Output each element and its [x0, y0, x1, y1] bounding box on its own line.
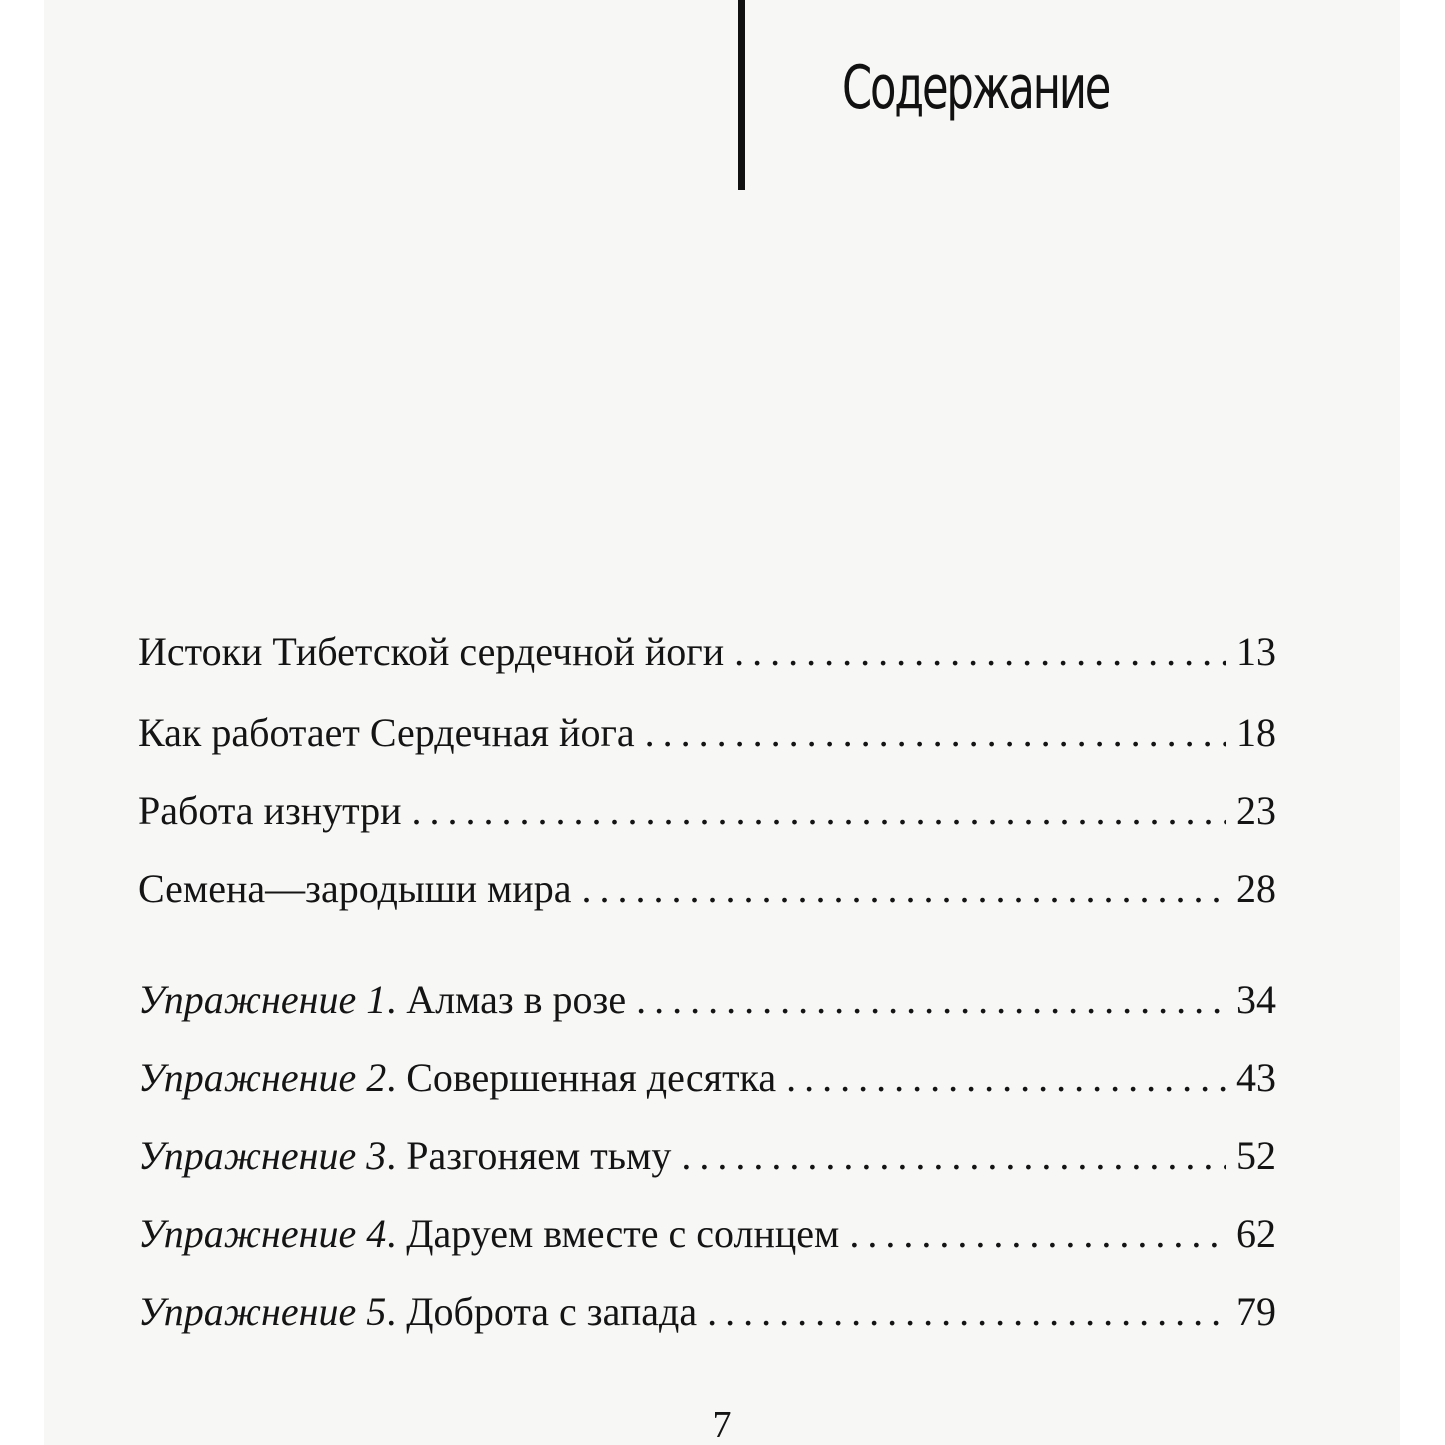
toc-entry-title: Семена—зародыши мира — [138, 866, 572, 911]
book-page — [44, 0, 1400, 1445]
dot-leader — [681, 1128, 1226, 1184]
toc-entry-9[interactable] — [138, 1284, 1276, 1340]
toc-entry-5[interactable] — [138, 972, 1276, 1028]
toc-entry-title: Работа изнутри — [138, 788, 402, 833]
toc-entry-page: 13 — [1236, 629, 1276, 674]
toc-entry-title: Разгоняем тьму — [406, 1133, 672, 1178]
table-of-contents — [44, 0, 1400, 1445]
toc-entry-8[interactable] — [138, 1206, 1276, 1262]
toc-entry-page: 43 — [1236, 1055, 1276, 1100]
toc-entry-title: Истоки Тибетской сердечной йоги — [138, 629, 725, 674]
toc-entry-7[interactable] — [138, 1128, 1276, 1184]
toc-entry-label: Упражнение 3 — [138, 1133, 387, 1178]
dot-leader — [412, 783, 1226, 839]
label-separator: . — [386, 1211, 407, 1256]
dot-leader — [636, 972, 1226, 1028]
label-separator: . — [386, 1133, 407, 1178]
dot-leader — [707, 1284, 1226, 1340]
toc-entry-page: 28 — [1236, 866, 1276, 911]
toc-entry-4[interactable] — [138, 861, 1276, 917]
dot-leader — [734, 624, 1226, 680]
toc-entry-label: Упражнение 5 — [138, 1289, 387, 1334]
toc-entry-title: Даруем вместе с солнцем — [406, 1211, 840, 1256]
dot-leader — [786, 1050, 1226, 1106]
toc-entry-page: 62 — [1236, 1211, 1276, 1256]
dot-leader — [645, 705, 1226, 761]
toc-entry-3[interactable] — [138, 783, 1276, 839]
toc-entry-6[interactable] — [138, 1050, 1276, 1106]
toc-entry-label: Упражнение 2 — [138, 1055, 387, 1100]
toc-entry-1[interactable] — [138, 624, 1276, 680]
dot-leader — [581, 861, 1226, 917]
toc-entry-2[interactable] — [138, 705, 1276, 761]
toc-entry-page: 18 — [1236, 710, 1276, 755]
contents-heading: Содержание — [842, 53, 1110, 123]
toc-entry-title: Алмаз в розе — [406, 977, 627, 1022]
toc-entry-page: 79 — [1236, 1289, 1276, 1334]
toc-entry-page: 23 — [1236, 788, 1276, 833]
label-separator: . — [386, 1055, 407, 1100]
toc-entry-label: Упражнение 4 — [138, 1211, 387, 1256]
toc-entry-title: Как работает Сердечная йога — [138, 710, 635, 755]
toc-entry-label: Упражнение 1 — [138, 977, 387, 1022]
dot-leader — [849, 1206, 1226, 1262]
toc-entry-page: 52 — [1236, 1133, 1276, 1178]
page-number-footer: 7 — [712, 1404, 732, 1445]
label-separator: . — [386, 1289, 407, 1334]
label-separator: . — [386, 977, 407, 1022]
toc-entry-page: 34 — [1236, 977, 1276, 1022]
toc-entry-title: Доброта с запада — [406, 1289, 698, 1334]
toc-entry-title: Совершенная десятка — [406, 1055, 777, 1100]
